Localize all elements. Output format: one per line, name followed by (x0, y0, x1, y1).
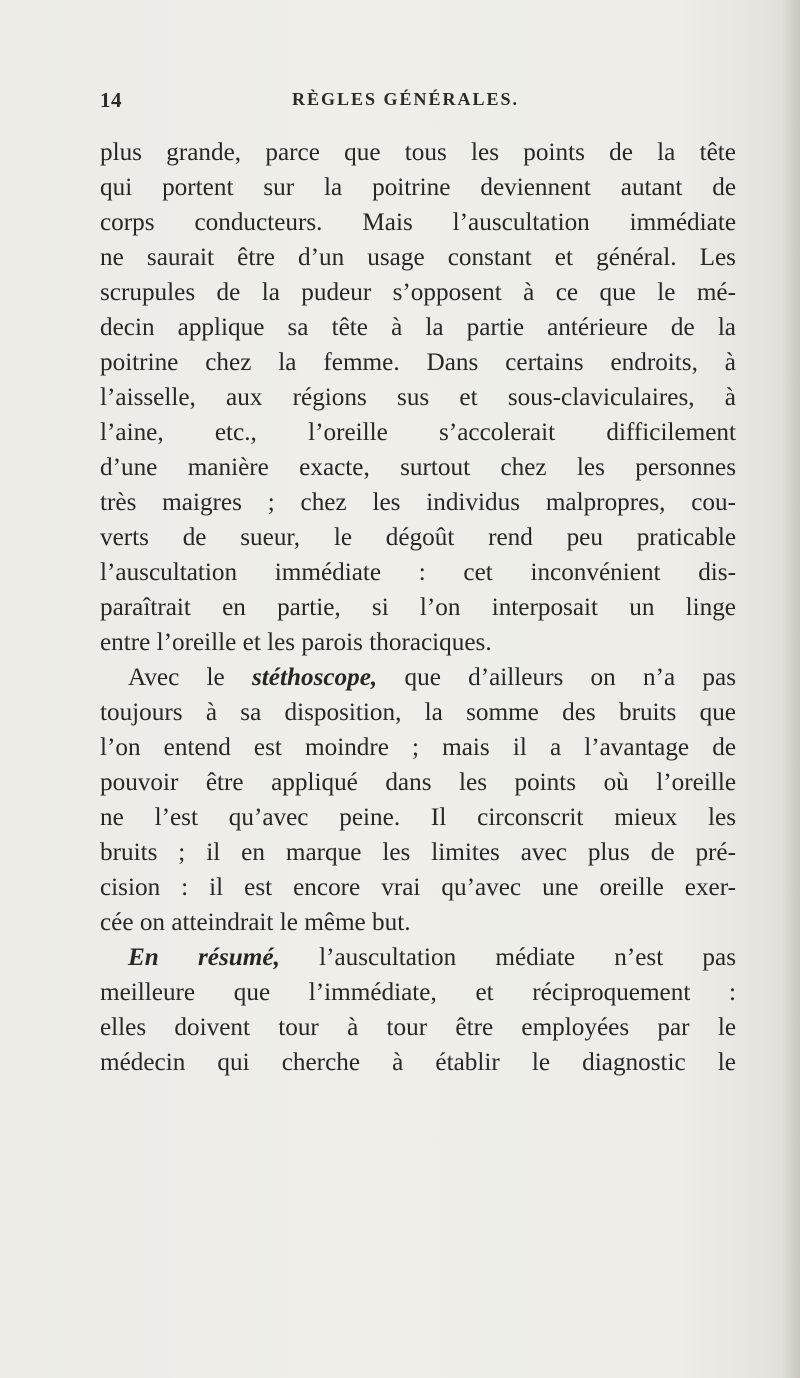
text-line: poitrine chez la femme. Dans certains endroits, à (100, 349, 736, 376)
text-line: pouvoir être appliqué dans les points où l’oreille (100, 769, 736, 796)
paragraph-3 (100, 940, 736, 1080)
text-line: paraîtrait en partie, si l’on interposait un linge (100, 594, 736, 621)
emphasized-term: En résumé, (128, 944, 280, 971)
text-line: En résumé, l’auscultation médiate n’est pas (128, 944, 736, 971)
text-line: cision : il est encore vrai qu’avec une oreille exer- (100, 874, 736, 901)
text-line: Avec le stéthoscope, que d’ailleurs on n’a pas (128, 664, 736, 691)
text-line: entre l’oreille et les parois thoraciques. (100, 629, 492, 656)
text-line: ne l’est qu’avec peine. Il circonscrit mieux les (100, 804, 736, 831)
text-line: qui portent sur la poitrine deviennent autant de (100, 174, 736, 201)
text-line: l’auscultation immédiate : cet inconvénient dis- (100, 559, 736, 586)
text-line: l’aisselle, aux régions sus et sous-claviculaires, à (100, 384, 736, 411)
text-line: médecin qui cherche à établir le diagnostic le (100, 1049, 736, 1076)
page-edge-shadow (782, 0, 800, 1378)
text-line: plus grande, parce que tous les points de la tête (100, 139, 736, 166)
body-text (100, 135, 736, 1080)
text-line: bruits ; il en marque les limites avec plus de pré- (100, 839, 736, 866)
text-line: meilleure que l’immédiate, et réciproquement : (100, 979, 736, 1006)
text-line: verts de sueur, le dégoût rend peu praticable (100, 524, 736, 551)
text-line: d’une manière exacte, surtout chez les personnes (100, 454, 736, 481)
text-line: elles doivent tour à tour être employées par le (100, 1014, 736, 1041)
text-line: très maigres ; chez les individus malpropres, cou- (100, 489, 736, 516)
text-line: cée on atteindrait le même but. (100, 909, 411, 936)
page-number: 14 (100, 88, 122, 112)
paragraph-2 (100, 660, 736, 940)
paragraph-1 (100, 135, 736, 660)
text-line: decin applique sa tête à la partie antérieure de la (100, 314, 736, 341)
page-header (0, 88, 800, 118)
text-line: l’on entend est moindre ; mais il a l’avantage de (100, 734, 736, 761)
running-title: RÈGLES GÉNÉRALES. (292, 89, 520, 109)
text-line: corps conducteurs. Mais l’auscultation immédiate (100, 209, 736, 236)
text-line: toujours à sa disposition, la somme des bruits que (100, 699, 736, 726)
emphasized-term: stéthoscope, (252, 664, 378, 691)
text-line: l’aine, etc., l’oreille s’accolerait difficilement (100, 419, 736, 446)
text-line: scrupules de la pudeur s’opposent à ce que le mé- (100, 279, 736, 306)
text-line: ne saurait être d’un usage constant et général. Les (100, 244, 736, 271)
